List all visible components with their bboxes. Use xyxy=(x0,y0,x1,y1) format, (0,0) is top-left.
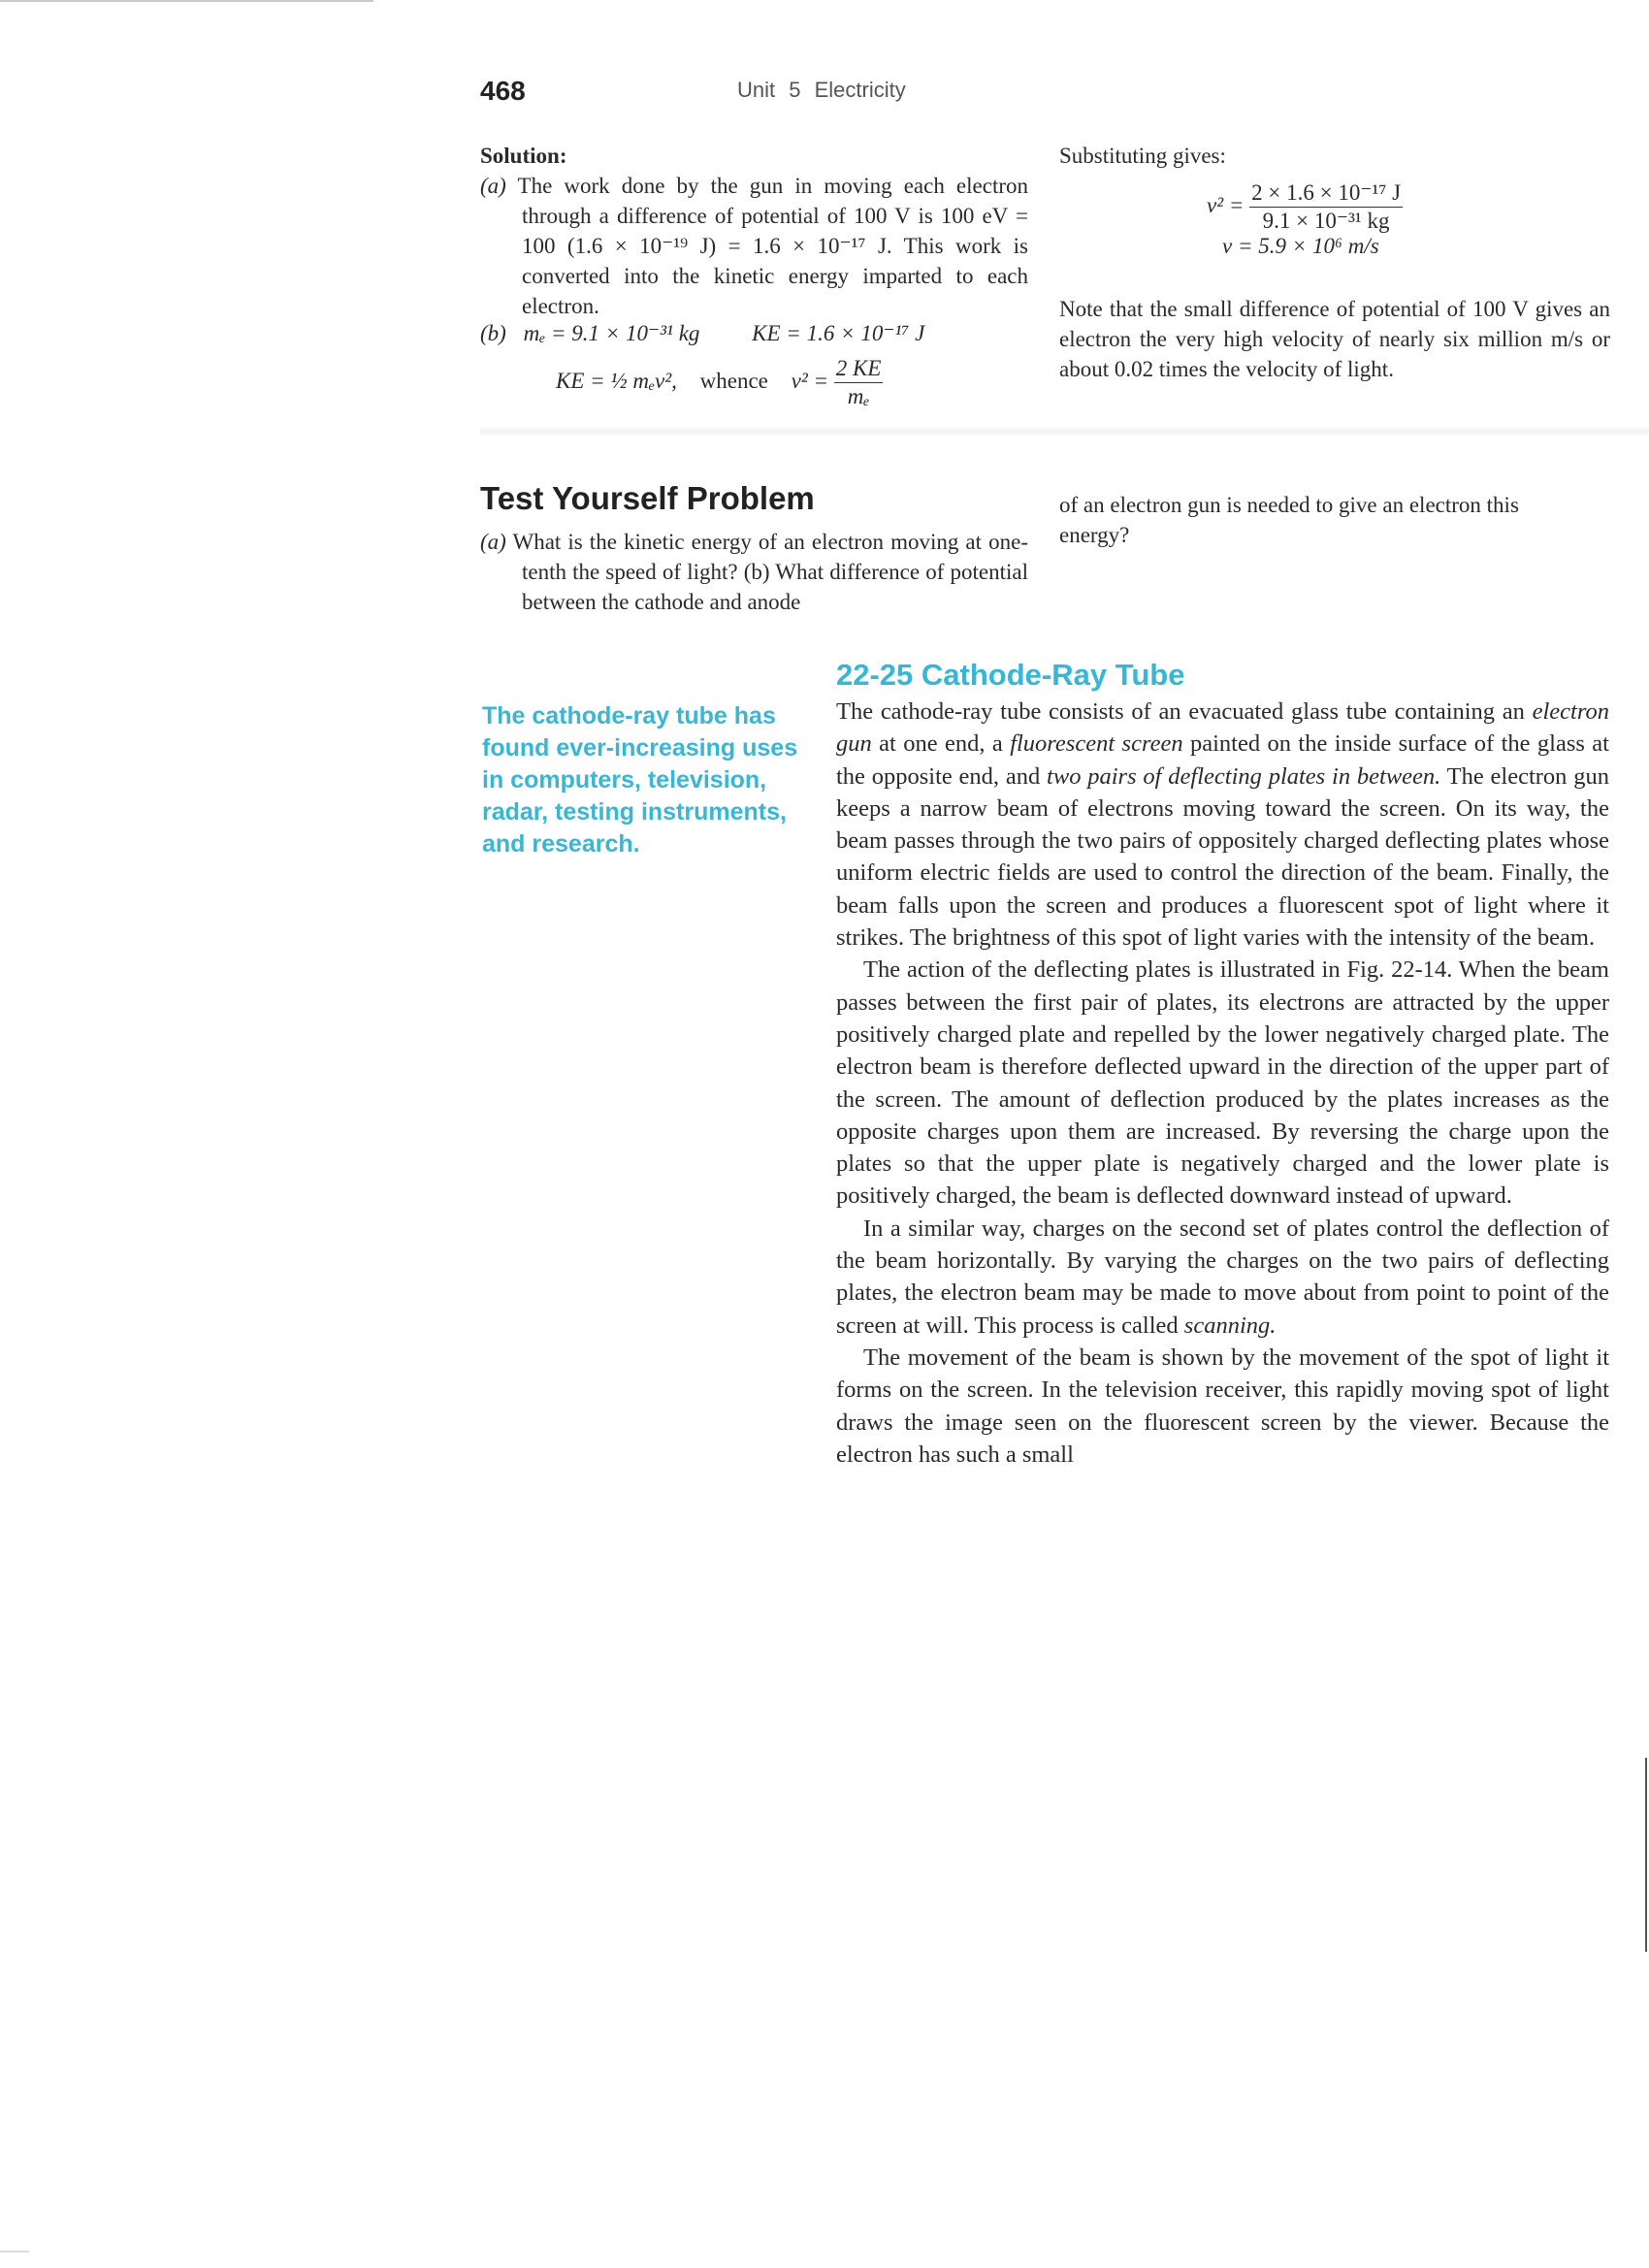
test-yourself-heading: Test Yourself Problem xyxy=(480,480,815,516)
part-b-ke: KE = 1.6 × 10⁻¹⁷ J xyxy=(752,321,925,345)
p1-term-electron-gun: electron gun xyxy=(836,698,1609,758)
ke-fraction xyxy=(834,356,884,409)
paragraph-4: The movement of the beam is shown by the movement of the spot of light it forms on the screen. In the television receiver, this rapidly moving spot of light draws the image seen on the fluorescent screen by the viewer. Because the electron has such a small xyxy=(836,1344,1609,1468)
part-b-mass: mₑ = 9.1 × 10⁻³¹ kg xyxy=(523,321,700,345)
substitution-block xyxy=(1059,141,1610,384)
ke-fraction-denominator: mₑ xyxy=(847,384,870,408)
section-body xyxy=(836,696,1609,1471)
running-head: Unit 5 Electricity xyxy=(737,78,906,102)
p1-text-b: at one end, a xyxy=(871,730,1011,758)
scan-shadow-band xyxy=(480,427,1649,437)
part-b-label: (b) xyxy=(480,321,506,345)
test-question-right: of an electron gun is needed to give an electron this energy? xyxy=(1059,493,1519,547)
p1-text-a: The cathode-ray tube consists of an evacuated glass tube containing an xyxy=(836,698,1533,725)
substitution-fraction xyxy=(1249,180,1403,234)
substitution-note: Note that the small difference of potential of 100 V gives an electron the very high velocity of nearly six million m/s or about 0.02 times the velocity of light. xyxy=(1059,297,1610,381)
test-yourself-text xyxy=(480,527,1028,617)
solution-part-b xyxy=(480,321,1028,346)
scan-corner-mark xyxy=(0,2251,29,2252)
substitution-numerator: 2 × 1.6 × 10⁻¹⁷ J xyxy=(1249,180,1403,208)
scan-edge xyxy=(0,0,373,2)
substitution-lhs: v² = xyxy=(1207,192,1245,217)
test-question-left: What is the kinetic energy of an electron moving at one-tenth the speed of light? (b) What difference of potential between the cathode and anode xyxy=(512,530,1028,614)
section-title: 22-25 Cathode-Ray Tube xyxy=(836,658,1185,692)
ke-equation xyxy=(556,356,1028,409)
part-a-text: The work done by the gun in moving each electron through a difference of potential of 100 V is 100 eV = 100 (1.6 × 10⁻¹⁹ J) = 1.6 × 10⁻¹⁷ J. This work is converted into the kinetic energy imparted to each electron. xyxy=(517,174,1028,318)
p3-text: In a similar way, charges on the second set of plates control the deflection of the beam horizontally. By varying the charges on the two pairs of deflecting plates, the electron beam may be made to move about from point to point of the screen at will. This process is called xyxy=(836,1215,1609,1339)
p1-term-fluorescent-screen: fluorescent screen xyxy=(1010,730,1183,758)
paragraph-1 xyxy=(836,696,1609,954)
test-yourself-right xyxy=(1059,490,1583,550)
substitution-denominator: 9.1 × 10⁻³¹ kg xyxy=(1262,209,1390,233)
solution-block xyxy=(480,141,1028,409)
solution-part-a xyxy=(480,171,1028,321)
part-a-label: (a) xyxy=(480,174,506,198)
solution-heading: Solution: xyxy=(480,144,567,168)
velocity-result: v = 5.9 × 10⁶ m/s xyxy=(1222,234,1379,258)
page-number: 468 xyxy=(480,76,526,106)
substitution-intro: Substituting gives: xyxy=(1059,144,1226,168)
p1-text-d: The electron gun keeps a narrow beam of electrons moving toward the screen. On its way, the beam passes through the two pairs of oppositely charged deflecting plates whose uniform electric fields are used to control the direction of the beam. Finally, the beam falls upon the screen and produces a fluorescent spot of light where it strikes. The brightness of this spot of light varies with the intensity of the beam. xyxy=(836,762,1609,952)
scan-right-edge xyxy=(1645,1758,1647,1952)
ke-fraction-numerator: 2 KE xyxy=(834,356,884,383)
paragraph-2: The action of the deflecting plates is illustrated in Fig. 22-14. When the beam passes between the first pair of plates, its electrons are attracted by the upper positively charged plate and repelled by the lower negatively charged plate. The electron beam is therefore deflected upward in the direction of the upper part of the screen. The amount of deflection produced by the plates increases as the opposite charges upon them are increased. By reversing the charge upon the plates so that the upper plate is negatively charged and the lower plate is positively charged, the beam is deflected downward instead of upward. xyxy=(836,956,1609,1210)
test-label-a: (a) xyxy=(480,530,506,554)
v-squared-lhs: v² = xyxy=(791,368,829,393)
substitution-equation xyxy=(1207,180,1610,234)
p1-term-deflecting-plates: two pairs of deflecting plates in between. xyxy=(1047,762,1441,790)
paragraph-3 xyxy=(836,1213,1609,1342)
whence-word: whence xyxy=(699,368,768,393)
margin-note: The cathode-ray tube has found ever-increasing uses in computers, television, radar, testing instruments, and research. xyxy=(482,702,798,858)
ke-formula: KE = ½ mₑv², xyxy=(556,368,677,393)
test-yourself-left xyxy=(480,527,1028,617)
p3-term-scanning: scanning. xyxy=(1183,1312,1277,1339)
p1-text-c: painted on the inside surface of the glass at the opposite end, and xyxy=(836,730,1609,790)
